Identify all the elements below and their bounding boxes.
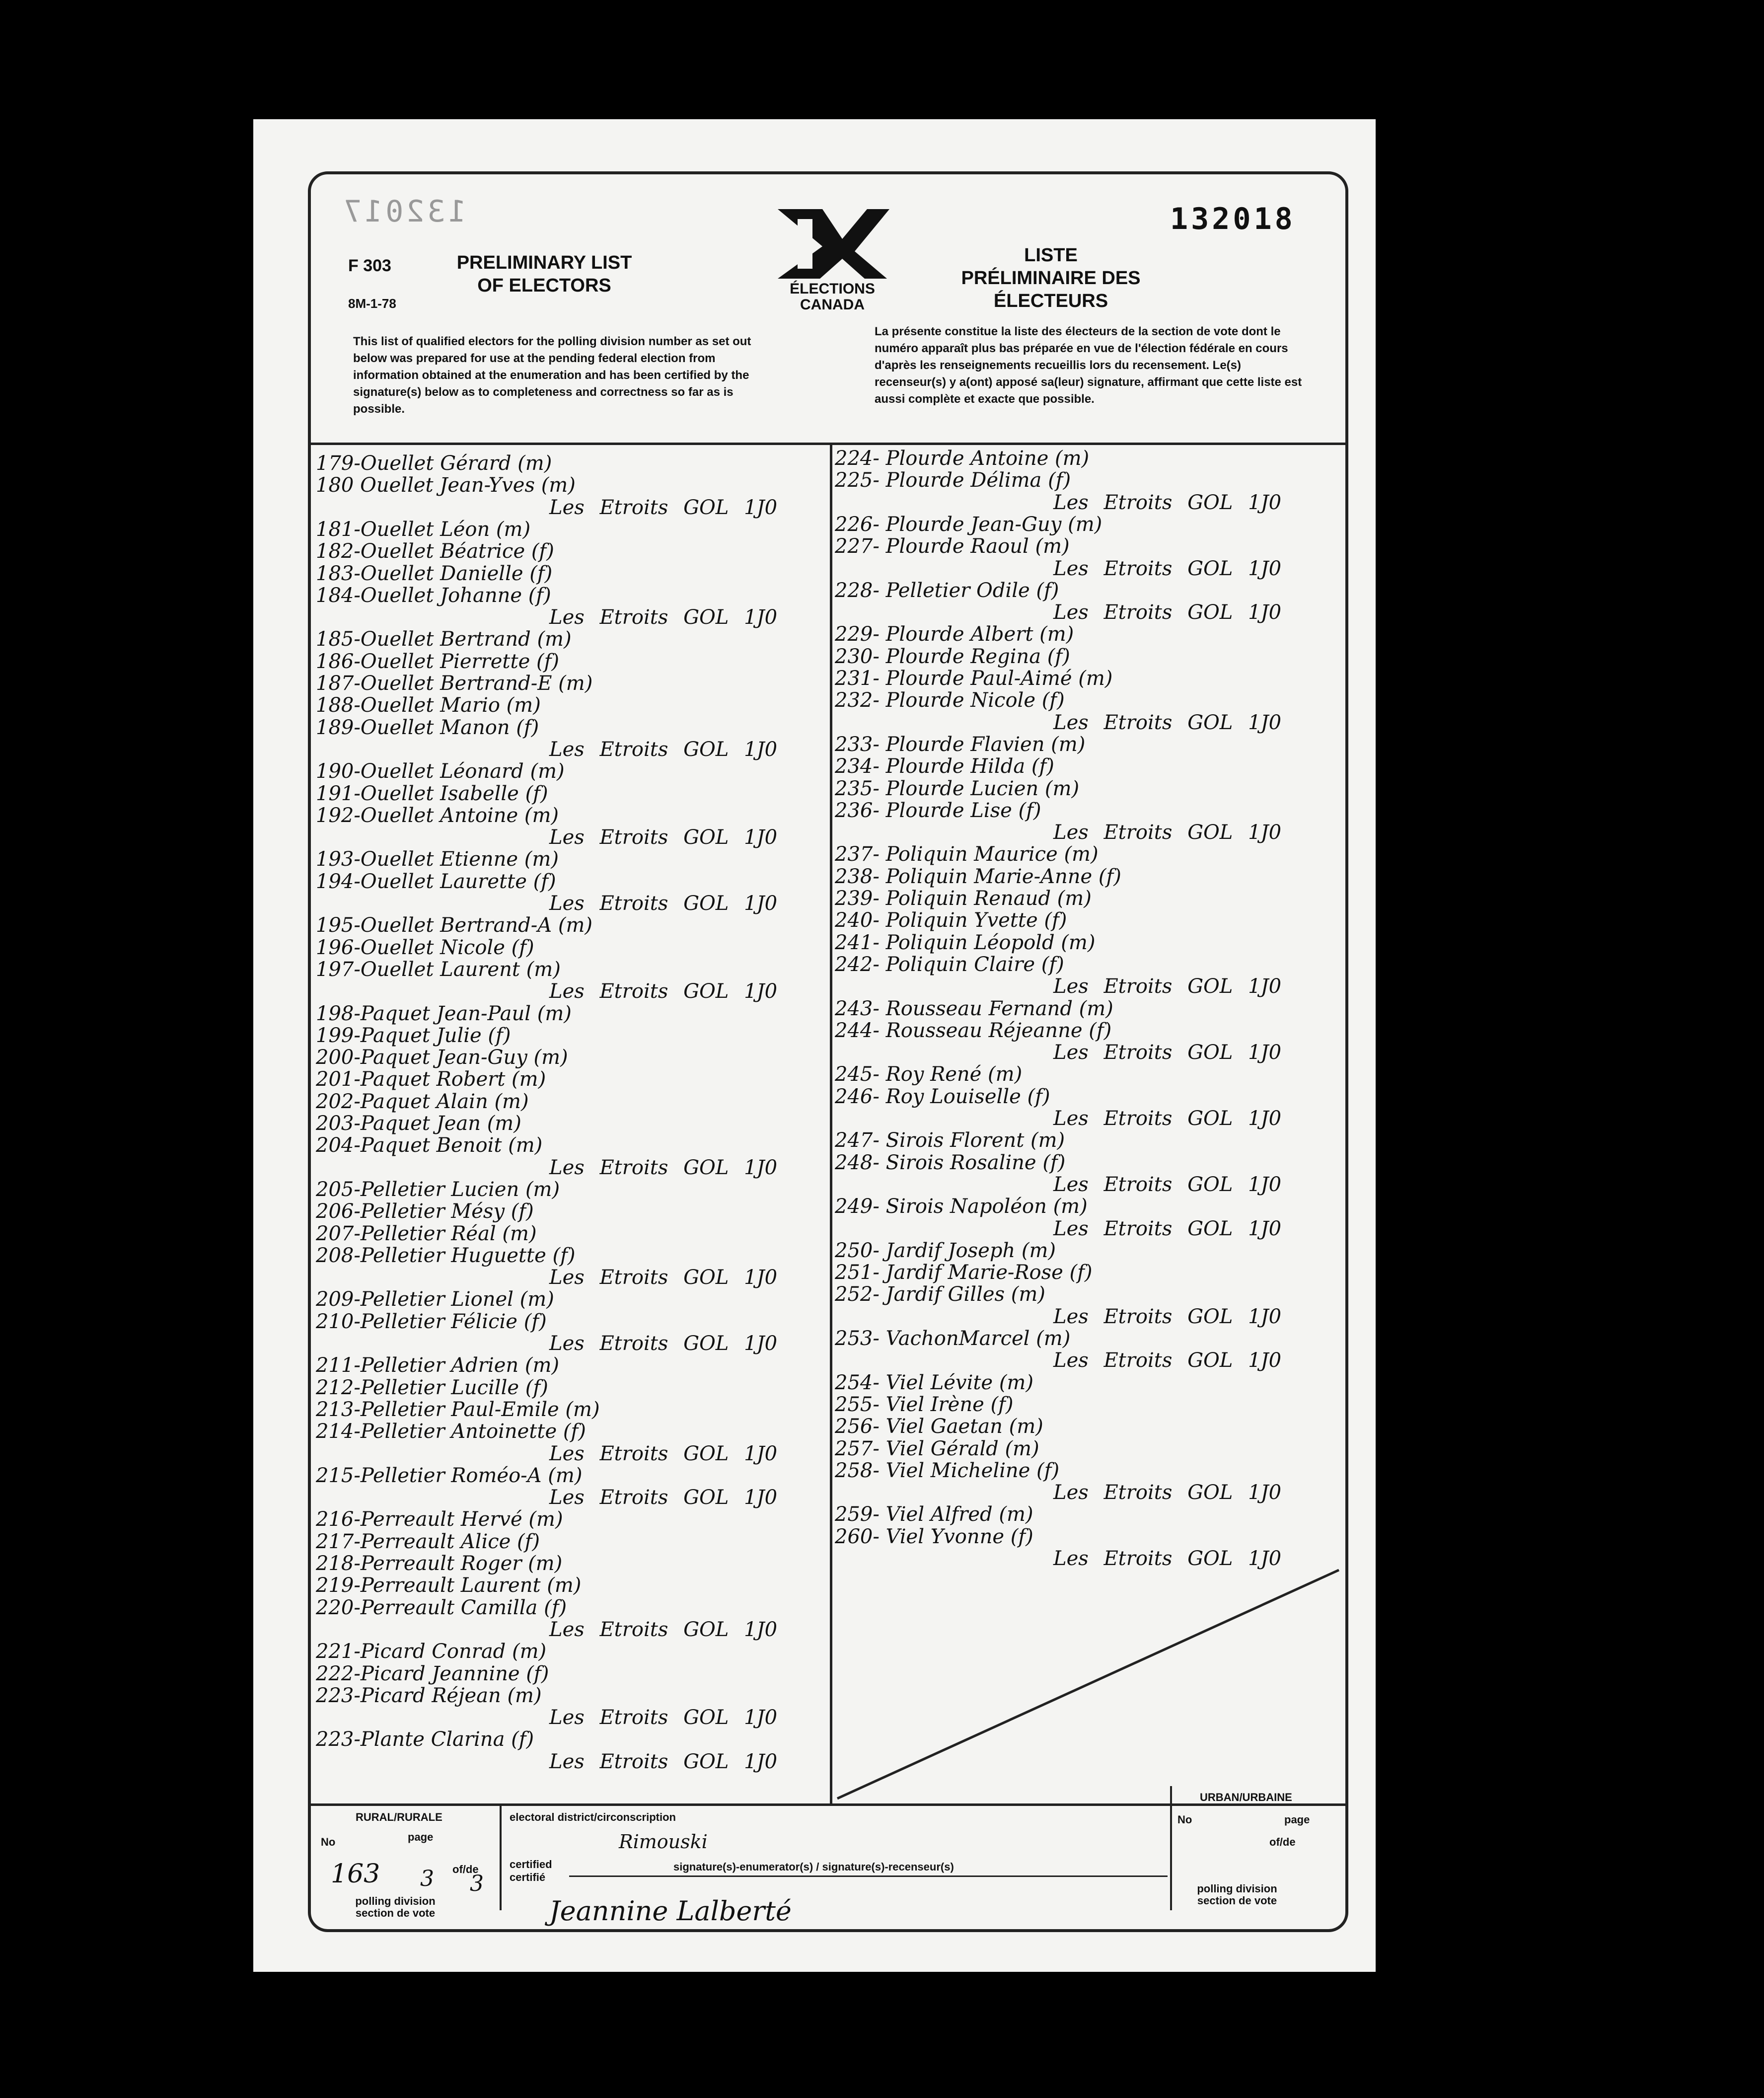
- address-line: Les Etroits GOL 1J0: [1053, 1217, 1282, 1240]
- serial-number: 132018: [1170, 202, 1296, 236]
- elector-entry: 209-Pelletier Lionel (m): [316, 1288, 554, 1311]
- elector-entry: 191-Ouellet Isabelle (f): [316, 782, 548, 805]
- elector-entry: 214-Pelletier Antoinette (f): [316, 1420, 586, 1443]
- address-line: Les Etroits GOL 1J0: [549, 1156, 778, 1179]
- address-line: Les Etroits GOL 1J0: [549, 738, 778, 761]
- elector-entry: 212-Pelletier Lucille (f): [316, 1376, 548, 1399]
- elector-entry: 258- Viel Micheline (f): [835, 1459, 1060, 1482]
- elector-entry: 255- Viel Irène (f): [835, 1393, 1014, 1416]
- address-line: Les Etroits GOL 1J0: [1053, 1041, 1282, 1064]
- elector-entry: 256- Viel Gaetan (m): [835, 1415, 1043, 1438]
- left-electors-list: [311, 452, 827, 1794]
- form-code: F 303: [348, 256, 391, 275]
- header-divider: [311, 443, 1345, 445]
- elector-entry: 237- Poliquin Maurice (m): [835, 843, 1099, 866]
- elector-entry: 253- VachonMarcel (m): [835, 1327, 1071, 1350]
- elector-entry: 221-Picard Conrad (m): [316, 1640, 547, 1663]
- address-line: Les Etroits GOL 1J0: [1053, 821, 1282, 844]
- rural-polling-division-label: polling division section de vote: [355, 1895, 436, 1919]
- ghost-serial-number: 132017: [341, 194, 466, 229]
- elector-entry: 189-Ouellet Manon (f): [316, 716, 539, 739]
- elector-entry: 181-Ouellet Léon (m): [316, 518, 531, 541]
- elector-entry: 210-Pelletier Félicie (f): [316, 1310, 547, 1333]
- elector-entry: 203-Paquet Jean (m): [316, 1112, 521, 1135]
- polling-division-number: 163: [331, 1859, 380, 1889]
- elector-entry: 206-Pelletier Mésy (f): [316, 1200, 534, 1223]
- elector-entry: 197-Ouellet Laurent (m): [316, 958, 561, 981]
- blank-space-strike-line: [832, 1565, 1344, 1803]
- elector-entry: 202-Paquet Alain (m): [316, 1090, 529, 1113]
- signature-label: signature(s)-enumerator(s) / signature(s)-recenseur(s): [673, 1861, 954, 1873]
- elector-entry: 242- Poliquin Claire (f): [835, 953, 1064, 976]
- address-line: Les Etroits GOL 1J0: [1053, 1173, 1282, 1196]
- address-line: Les Etroits GOL 1J0: [549, 892, 778, 915]
- footer-urban-divider: [1170, 1786, 1172, 1910]
- address-line: Les Etroits GOL 1J0: [1053, 1349, 1282, 1372]
- elector-entry: 227- Plourde Raoul (m): [835, 535, 1070, 558]
- footer-rural-divider: [500, 1806, 502, 1910]
- elector-entry: 249- Sirois Napoléon (m): [835, 1195, 1088, 1218]
- elector-entry: 257- Viel Gérald (m): [835, 1437, 1039, 1460]
- address-line: Les Etroits GOL 1J0: [549, 1706, 778, 1729]
- note-french: La présente constitue la liste des électeurs de la section de vote dont le numéro apparaît plus bas préparée en vue de l'élection fédérale en cours d'après les renseignements recueillis lors du recensement. Le(s) recenseur(s) y a(ont) apposé sa(leur) signature, affirmant que cette liste est aussi complète et exacte que possible.: [875, 325, 1302, 406]
- elector-entry: 195-Ouellet Bertrand-A (m): [316, 914, 592, 937]
- elector-entry: 244- Rousseau Réjeanne (f): [835, 1019, 1112, 1042]
- elector-entry: 188-Ouellet Mario (m): [316, 694, 541, 717]
- elector-entry: 199-Paquet Julie (f): [316, 1024, 511, 1047]
- address-line: Les Etroits GOL 1J0: [549, 1618, 778, 1641]
- page-number: 3: [420, 1866, 434, 1891]
- address-line: Les Etroits GOL 1J0: [1053, 1547, 1282, 1570]
- elector-entry: 198-Paquet Jean-Paul (m): [316, 1002, 572, 1025]
- address-line: Les Etroits GOL 1J0: [1053, 601, 1282, 624]
- address-line: Les Etroits GOL 1J0: [549, 1442, 778, 1465]
- elector-entry: 218-Perreault Roger (m): [316, 1552, 563, 1575]
- elector-entry: 231- Plourde Paul-Aimé (m): [835, 667, 1113, 690]
- elector-entry: 254- Viel Lévite (m): [835, 1371, 1033, 1394]
- address-line: Les Etroits GOL 1J0: [1053, 1481, 1282, 1504]
- urban-label: URBAN/URBAINE: [1200, 1791, 1292, 1803]
- elector-entry: 182-Ouellet Béatrice (f): [316, 540, 554, 563]
- elector-entry: 196-Ouellet Nicole (f): [316, 936, 534, 959]
- elector-entry: 184-Ouellet Johanne (f): [316, 584, 551, 607]
- urban-no-label: No: [1177, 1813, 1192, 1826]
- urban-page-label: page: [1284, 1813, 1310, 1826]
- elector-entry: 204-Paquet Benoit (m): [316, 1134, 543, 1157]
- elector-entry: 226- Plourde Jean-Guy (m): [835, 513, 1102, 536]
- elector-entry: 220-Perreault Camilla (f): [316, 1596, 567, 1619]
- elector-entry: 185-Ouellet Bertrand (m): [316, 628, 572, 651]
- elector-entry: 183-Ouellet Danielle (f): [316, 562, 553, 585]
- elector-entry: 223-Picard Réjean (m): [316, 1684, 542, 1707]
- address-line: Les Etroits GOL 1J0: [549, 1486, 778, 1509]
- elector-entry: 252- Jardif Gilles (m): [835, 1283, 1045, 1306]
- title-french: LISTE PRÉLIMINAIRE DES ÉLECTEURS: [961, 245, 1141, 311]
- rural-no-label: No: [321, 1836, 336, 1848]
- elector-entry: 229- Plourde Albert (m): [835, 623, 1074, 646]
- footer-divider: [311, 1803, 1345, 1806]
- elector-entry: 205-Pelletier Lucien (m): [316, 1178, 560, 1201]
- address-line: Les Etroits GOL 1J0: [1053, 1305, 1282, 1328]
- elections-canada-logo: [768, 204, 897, 313]
- elector-entry: 234- Plourde Hilda (f): [835, 755, 1054, 778]
- address-line: Les Etroits GOL 1J0: [549, 826, 778, 849]
- electors-form: [308, 171, 1348, 1932]
- elector-entry: 216-Perreault Hervé (m): [316, 1508, 563, 1531]
- elector-entry: 208-Pelletier Huguette (f): [316, 1244, 576, 1267]
- elector-entry: 213-Pelletier Paul-Emile (m): [316, 1398, 600, 1421]
- address-line: Les Etroits GOL 1J0: [1053, 1107, 1282, 1130]
- elector-entry: 230- Plourde Regina (f): [835, 645, 1070, 668]
- address-line: Les Etroits GOL 1J0: [549, 606, 778, 629]
- elector-entry: 186-Ouellet Pierrette (f): [316, 650, 559, 673]
- district-label: electoral district/circonscription: [510, 1811, 676, 1823]
- elector-entry: 260- Viel Yvonne (f): [835, 1525, 1033, 1548]
- elector-entry: 225- Plourde Délima (f): [835, 469, 1071, 492]
- address-line: Les Etroits GOL 1J0: [549, 1750, 778, 1773]
- rural-label: RURAL/RURALE: [356, 1811, 442, 1823]
- elector-entry: 251- Jardif Marie-Rose (f): [835, 1261, 1093, 1284]
- elector-entry: 179-Ouellet Gérard (m): [316, 452, 552, 475]
- elector-entry: 215-Pelletier Roméo-A (m): [316, 1464, 583, 1487]
- elector-entry: 190-Ouellet Léonard (m): [316, 760, 565, 783]
- elector-entry: 232- Plourde Nicole (f): [835, 689, 1065, 712]
- address-line: Les Etroits GOL 1J0: [549, 1332, 778, 1355]
- page-of-number: 3: [470, 1871, 484, 1896]
- address-line: Les Etroits GOL 1J0: [1053, 711, 1282, 734]
- elector-entry: 240- Poliquin Yvette (f): [835, 909, 1067, 932]
- elector-entry: 222-Picard Jeannine (f): [316, 1662, 549, 1685]
- elector-entry: 223-Plante Clarina (f): [316, 1728, 534, 1751]
- enumerator-signature: Jeannine Lalberté: [549, 1895, 792, 1927]
- elector-entry: 248- Sirois Rosaline (f): [835, 1151, 1066, 1174]
- district-value: Rimouski: [619, 1831, 708, 1853]
- elector-entry: 247- Sirois Florent (m): [835, 1129, 1065, 1152]
- elector-entry: 238- Poliquin Marie-Anne (f): [835, 865, 1121, 888]
- elector-entry: 236- Plourde Lise (f): [835, 799, 1041, 822]
- elector-entry: 194-Ouellet Laurette (f): [316, 870, 556, 893]
- elector-entry: 219-Perreault Laurent (m): [316, 1574, 582, 1597]
- elector-entry: 241- Poliquin Léopold (m): [835, 931, 1096, 954]
- address-line: Les Etroits GOL 1J0: [1053, 557, 1282, 580]
- elector-entry: 224- Plourde Antoine (m): [835, 447, 1090, 470]
- elector-entry: 193-Ouellet Etienne (m): [316, 848, 559, 871]
- elector-entry: 246- Roy Louiselle (f): [835, 1085, 1050, 1108]
- note-english: This list of qualified electors for the polling division number as set out below was prepared for use at the pending federal election from information obtained at the enumeration and has been certified by the signature(s) below as to completeness and correctness so far as is possible.: [353, 335, 751, 416]
- signature-line: [569, 1875, 1168, 1877]
- logo-text: ÉLECTIONS CANADA: [790, 281, 875, 313]
- elector-entry: 187-Ouellet Bertrand-E (m): [316, 672, 593, 695]
- elector-entry: 207-Pelletier Réal (m): [316, 1222, 537, 1245]
- elector-entry: 217-Perreault Alice (f): [316, 1530, 540, 1553]
- elector-entry: 228- Pelletier Odile (f): [835, 579, 1059, 602]
- title-english: PRELIMINARY LIST OF ELECTORS: [456, 252, 632, 296]
- certified-label: certified certifié: [510, 1858, 552, 1883]
- urban-of-label: of/de: [1269, 1836, 1296, 1848]
- address-line: Les Etroits GOL 1J0: [1053, 491, 1282, 514]
- elector-entry: 235- Plourde Lucien (m): [835, 777, 1080, 800]
- elector-entry: 243- Rousseau Fernand (m): [835, 997, 1113, 1020]
- address-line: Les Etroits GOL 1J0: [549, 1266, 778, 1289]
- elector-entry: 200-Paquet Jean-Guy (m): [316, 1046, 568, 1069]
- elector-entry: 211-Pelletier Adrien (m): [316, 1354, 559, 1377]
- elector-entry: 192-Ouellet Antoine (m): [316, 804, 559, 827]
- elector-entry: 233- Plourde Flavien (m): [835, 733, 1086, 756]
- urban-polling-division-label: polling division section de vote: [1197, 1882, 1277, 1907]
- elector-entry: 201-Paquet Robert (m): [316, 1068, 546, 1091]
- elector-entry: 250- Jardif Joseph (m): [835, 1239, 1056, 1262]
- elector-entry: 239- Poliquin Renaud (m): [835, 887, 1092, 910]
- elector-entry: 259- Viel Alfred (m): [835, 1503, 1033, 1526]
- elector-entry: 180 Ouellet Jean-Yves (m): [316, 474, 576, 497]
- elector-entry: 245- Roy René (m): [835, 1063, 1023, 1086]
- address-line: Les Etroits GOL 1J0: [1053, 975, 1282, 998]
- address-line: Les Etroits GOL 1J0: [549, 980, 778, 1003]
- maple-x-logo-icon: [768, 204, 897, 284]
- of-label: of/de: [452, 1863, 479, 1875]
- address-line: Les Etroits GOL 1J0: [549, 496, 778, 519]
- rural-page-label: page: [408, 1831, 434, 1843]
- form-date: 8M-1-78: [348, 296, 396, 311]
